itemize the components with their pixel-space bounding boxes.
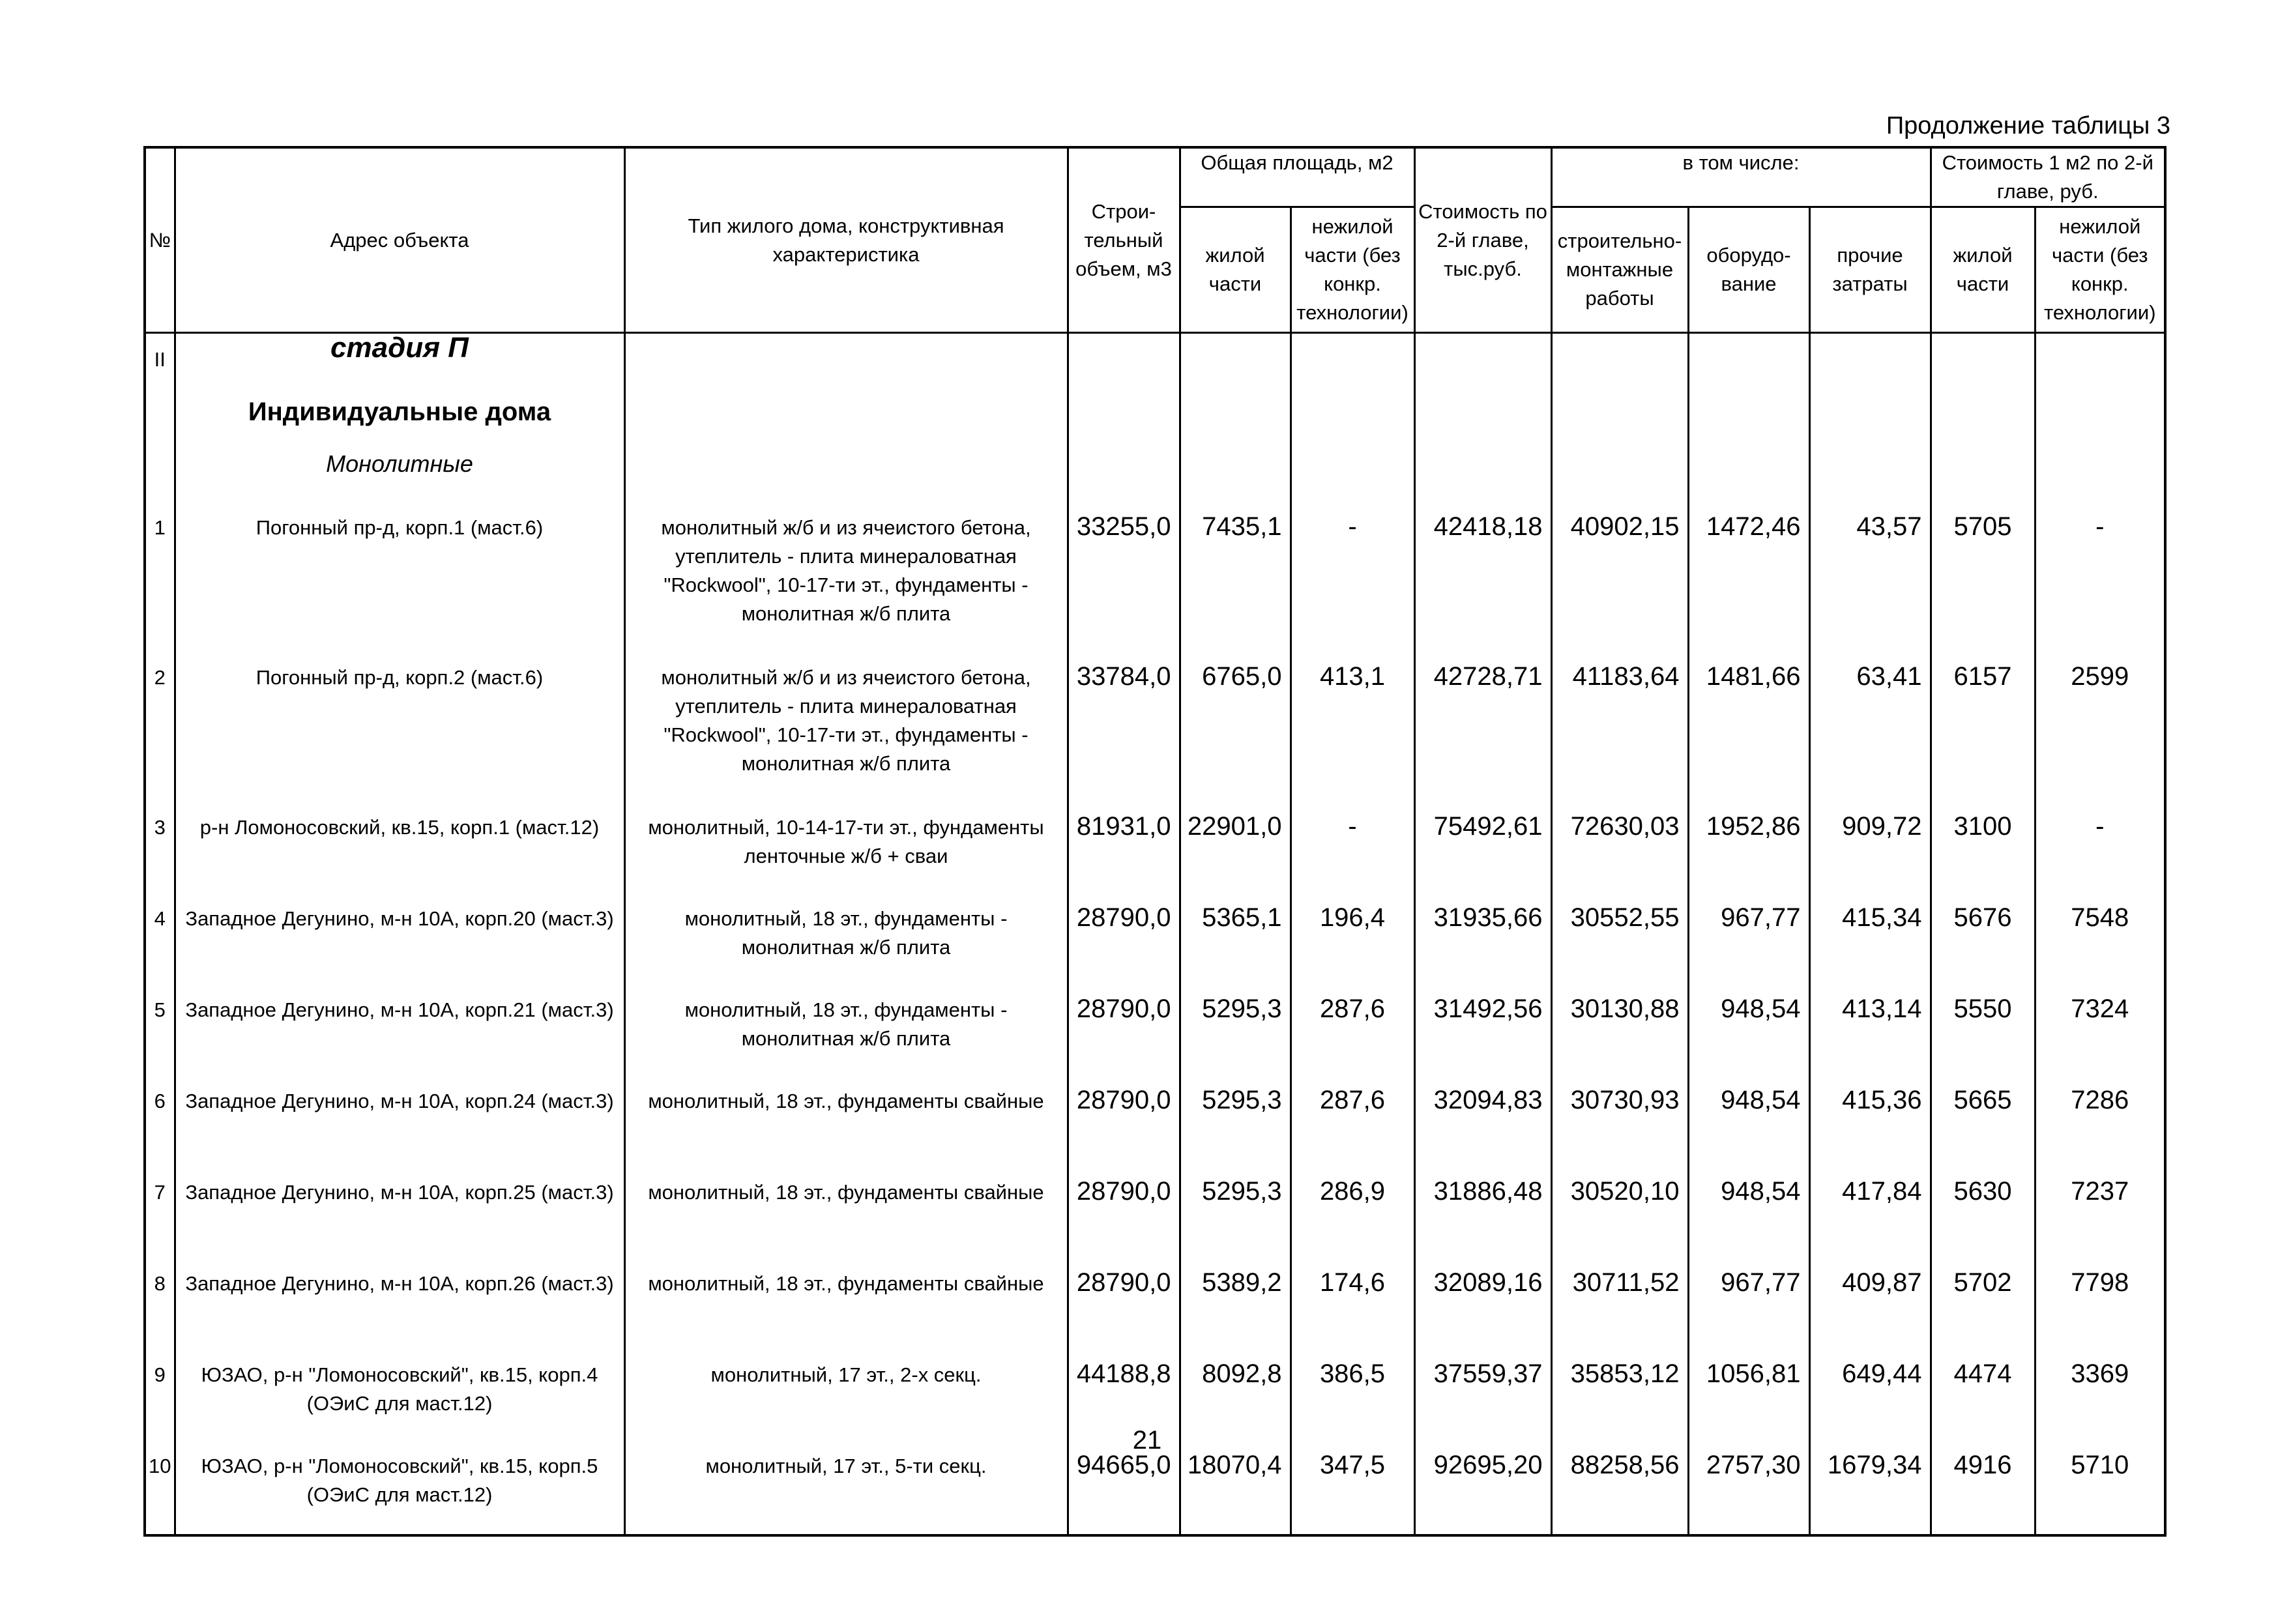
cell-n: 7 — [145, 1167, 175, 1258]
header-m2-group: Стоимость 1 м2 по 2-й главе, руб. — [1931, 147, 2165, 207]
section-category-row — [145, 398, 2165, 450]
cell-other: 1679,34 — [1809, 1440, 1931, 1535]
cell-other: 415,34 — [1809, 893, 1931, 984]
cell-cost: 32089,16 — [1414, 1258, 1551, 1349]
header-area-nonliving: нежилой части (без конкр. технологии) — [1291, 207, 1414, 333]
header-address: Адрес объекта — [175, 147, 624, 333]
cell-smr: 41183,64 — [1551, 652, 1688, 802]
cell-type: монолитный, 10-14-17-ти эт., фундаменты ленточные ж/б + сваи — [624, 802, 1068, 893]
cell-other: 413,14 — [1809, 984, 1931, 1075]
cell-address: Погонный пр-д, корп.2 (маст.6) — [175, 652, 624, 802]
cell-nonliving: 196,4 — [1291, 893, 1414, 984]
cell-living: 5295,3 — [1180, 984, 1291, 1075]
cell-volume: 28790,0 — [1068, 1167, 1180, 1258]
cell-m2-living: 3100 — [1931, 802, 2035, 893]
cell-equip: 1056,81 — [1688, 1349, 1809, 1440]
cost-table — [143, 146, 2167, 1537]
cell-nonliving: 287,6 — [1291, 984, 1414, 1075]
cell-nonliving: 287,6 — [1291, 1075, 1414, 1167]
cell-cost: 31886,48 — [1414, 1167, 1551, 1258]
cell-m2-nonliving: 7548 — [2035, 893, 2165, 984]
cell-m2-nonliving: - — [2035, 802, 2165, 893]
cell-n: 2 — [145, 652, 175, 802]
cell-living: 5389,2 — [1180, 1258, 1291, 1349]
cell-other: 417,84 — [1809, 1167, 1931, 1258]
cell-n: 4 — [145, 893, 175, 984]
cell-smr: 40902,15 — [1551, 502, 1688, 652]
cell-equip: 1481,66 — [1688, 652, 1809, 802]
cell-m2-living: 5676 — [1931, 893, 2035, 984]
header-type: Тип жилого дома, конструктивная характеристика — [624, 147, 1068, 333]
cell-cost: 31492,56 — [1414, 984, 1551, 1075]
cell-type: монолитный, 18 эт., фундаменты свайные — [624, 1258, 1068, 1349]
table-body — [145, 333, 2165, 1536]
cell-equip: 967,77 — [1688, 1258, 1809, 1349]
cell-nonliving: 413,1 — [1291, 652, 1414, 802]
cell-smr: 30552,55 — [1551, 893, 1688, 984]
cell-type: монолитный, 18 эт., фундаменты - монолитная ж/б плита — [624, 984, 1068, 1075]
cell-volume: 28790,0 — [1068, 1258, 1180, 1349]
cell-m2-living: 5665 — [1931, 1075, 2035, 1167]
section-subcategory-row — [145, 450, 2165, 502]
cell-living: 8092,8 — [1180, 1349, 1291, 1440]
cell-address: Западное Дегунино, м-н 10А, корп.25 (маст.3) — [175, 1167, 624, 1258]
cell-equip: 1952,86 — [1688, 802, 1809, 893]
cell-type: монолитный, 18 эт., фундаменты - монолитная ж/б плита — [624, 893, 1068, 984]
cell-n: 10 — [145, 1440, 175, 1535]
cell-other: 409,87 — [1809, 1258, 1931, 1349]
header-area-group: Общая площадь, м2 — [1180, 147, 1414, 207]
cell-equip: 948,54 — [1688, 1075, 1809, 1167]
cell-other: 909,72 — [1809, 802, 1931, 893]
cell-volume: 33784,0 — [1068, 652, 1180, 802]
table-row — [145, 502, 2165, 652]
cell-n: 1 — [145, 502, 175, 652]
table-row — [145, 652, 2165, 802]
cell-m2-nonliving: 3369 — [2035, 1349, 2165, 1440]
cell-other: 63,41 — [1809, 652, 1931, 802]
section-num: II — [145, 333, 175, 398]
cell-address: Погонный пр-д, корп.1 (маст.6) — [175, 502, 624, 652]
cell-type: монолитный, 18 эт., фундаменты свайные — [624, 1075, 1068, 1167]
cell-address: ЮЗАО, р-н "Ломоносовский", кв.15, корп.5 (ОЭиС для маст.12) — [175, 1440, 624, 1535]
table-row — [145, 1258, 2165, 1349]
cell-equip: 967,77 — [1688, 893, 1809, 984]
cell-cost: 32094,83 — [1414, 1075, 1551, 1167]
cell-cost: 42418,18 — [1414, 502, 1551, 652]
cell-type: монолитный ж/б и из ячеистого бетона, утеплитель - плита минераловатная "Rockwool", 10-17-ти эт., фундаменты - монолитная ж/б плита — [624, 652, 1068, 802]
cell-nonliving: 286,9 — [1291, 1167, 1414, 1258]
cell-m2-living: 4474 — [1931, 1349, 2035, 1440]
cell-volume: 94665,0 — [1068, 1440, 1180, 1535]
section-category: Индивидуальные дома — [175, 398, 624, 450]
cell-equip: 1472,46 — [1688, 502, 1809, 652]
cell-other: 43,57 — [1809, 502, 1931, 652]
section-subcategory: Монолитные — [175, 450, 624, 502]
cell-m2-nonliving: 7286 — [2035, 1075, 2165, 1167]
cell-cost: 92695,20 — [1414, 1440, 1551, 1535]
cell-smr: 30711,52 — [1551, 1258, 1688, 1349]
cell-nonliving: - — [1291, 502, 1414, 652]
cell-equip: 948,54 — [1688, 984, 1809, 1075]
cell-volume: 28790,0 — [1068, 1075, 1180, 1167]
cell-address: Западное Дегунино, м-н 10А, корп.20 (маст.3) — [175, 893, 624, 984]
cell-type: монолитный ж/б и из ячеистого бетона, утеплитель - плита минераловатная "Rockwool", 10-17-ти эт., фундаменты - монолитная ж/б плита — [624, 502, 1068, 652]
cell-living: 5295,3 — [1180, 1075, 1291, 1167]
cell-n: 5 — [145, 984, 175, 1075]
header-m2-living: жилой части — [1931, 207, 2035, 333]
cell-cost: 37559,37 — [1414, 1349, 1551, 1440]
header-m2-nonliving: нежилой части (без конкр. технологии) — [2035, 207, 2165, 333]
cell-smr: 30730,93 — [1551, 1075, 1688, 1167]
cell-address: Западное Дегунино, м-н 10А, корп.26 (маст.3) — [175, 1258, 624, 1349]
header-area-living: жилой части — [1180, 207, 1291, 333]
cell-volume: 33255,0 — [1068, 502, 1180, 652]
table-row — [145, 893, 2165, 984]
header-incl-other: прочие затраты — [1809, 207, 1931, 333]
cell-m2-nonliving: 2599 — [2035, 652, 2165, 802]
cell-cost: 75492,61 — [1414, 802, 1551, 893]
cell-smr: 30520,10 — [1551, 1167, 1688, 1258]
cell-smr: 88258,56 — [1551, 1440, 1688, 1535]
cell-cost: 42728,71 — [1414, 652, 1551, 802]
cell-volume: 81931,0 — [1068, 802, 1180, 893]
cell-living: 7435,1 — [1180, 502, 1291, 652]
cell-nonliving: 174,6 — [1291, 1258, 1414, 1349]
cell-m2-nonliving: 7237 — [2035, 1167, 2165, 1258]
page-number: 21 — [1132, 1426, 1162, 1455]
section-stage-row — [145, 333, 2165, 398]
cell-n: 3 — [145, 802, 175, 893]
cell-m2-living: 5550 — [1931, 984, 2035, 1075]
cell-equip: 948,54 — [1688, 1167, 1809, 1258]
cell-other: 649,44 — [1809, 1349, 1931, 1440]
cell-living: 18070,4 — [1180, 1440, 1291, 1535]
cell-volume: 28790,0 — [1068, 893, 1180, 984]
cell-m2-living: 5630 — [1931, 1167, 2035, 1258]
cell-m2-nonliving: 5710 — [2035, 1440, 2165, 1535]
cell-n: 8 — [145, 1258, 175, 1349]
cell-m2-nonliving: 7324 — [2035, 984, 2165, 1075]
cell-smr: 72630,03 — [1551, 802, 1688, 893]
table-row — [145, 1167, 2165, 1258]
cell-m2-living: 4916 — [1931, 1440, 2035, 1535]
header-num: № — [145, 147, 175, 333]
cell-m2-nonliving: - — [2035, 502, 2165, 652]
cell-m2-living: 5702 — [1931, 1258, 2035, 1349]
cell-living: 5365,1 — [1180, 893, 1291, 984]
table-row — [145, 1075, 2165, 1167]
cell-nonliving: - — [1291, 802, 1414, 893]
header-incl-equipment: оборудо- вание — [1688, 207, 1809, 333]
header-volume: Строи- тельный объем, м3 — [1068, 147, 1180, 333]
cell-type: монолитный, 17 эт., 5-ти секц. — [624, 1440, 1068, 1535]
header-incl-construction: строительно- монтажные работы — [1551, 207, 1688, 333]
cell-living: 22901,0 — [1180, 802, 1291, 893]
cell-m2-living: 6157 — [1931, 652, 2035, 802]
cell-address: ЮЗАО, р-н "Ломоносовский", кв.15, корп.4 (ОЭиС для маст.12) — [175, 1349, 624, 1440]
cell-m2-living: 5705 — [1931, 502, 2035, 652]
cell-equip: 2757,30 — [1688, 1440, 1809, 1535]
section-stage: стадия П — [175, 333, 624, 398]
table-row — [145, 984, 2165, 1075]
cell-living: 6765,0 — [1180, 652, 1291, 802]
cell-smr: 35853,12 — [1551, 1349, 1688, 1440]
cell-address: р-н Ломоносовский, кв.15, корп.1 (маст.12) — [175, 802, 624, 893]
cell-type: монолитный, 17 эт., 2-х секц. — [624, 1349, 1068, 1440]
cell-smr: 30130,88 — [1551, 984, 1688, 1075]
cell-m2-nonliving: 7798 — [2035, 1258, 2165, 1349]
cell-cost: 31935,66 — [1414, 893, 1551, 984]
cell-volume: 28790,0 — [1068, 984, 1180, 1075]
table-row — [145, 802, 2165, 893]
cell-nonliving: 386,5 — [1291, 1349, 1414, 1440]
cell-volume: 44188,8 — [1068, 1349, 1180, 1440]
cell-address: Западное Дегунино, м-н 10А, корп.21 (маст.3) — [175, 984, 624, 1075]
header-incl-group: в том числе: — [1551, 147, 1931, 207]
header-cost: Стоимость по 2-й главе, тыс.руб. — [1414, 147, 1551, 333]
cell-n: 9 — [145, 1349, 175, 1440]
cell-address: Западное Дегунино, м-н 10А, корп.24 (маст.3) — [175, 1075, 624, 1167]
cell-living: 5295,3 — [1180, 1167, 1291, 1258]
cell-other: 415,36 — [1809, 1075, 1931, 1167]
cell-n: 6 — [145, 1075, 175, 1167]
cell-type: монолитный, 18 эт., фундаменты свайные — [624, 1167, 1068, 1258]
cell-nonliving: 347,5 — [1291, 1440, 1414, 1535]
table-caption: Продолжение таблицы 3 — [1886, 112, 2170, 139]
